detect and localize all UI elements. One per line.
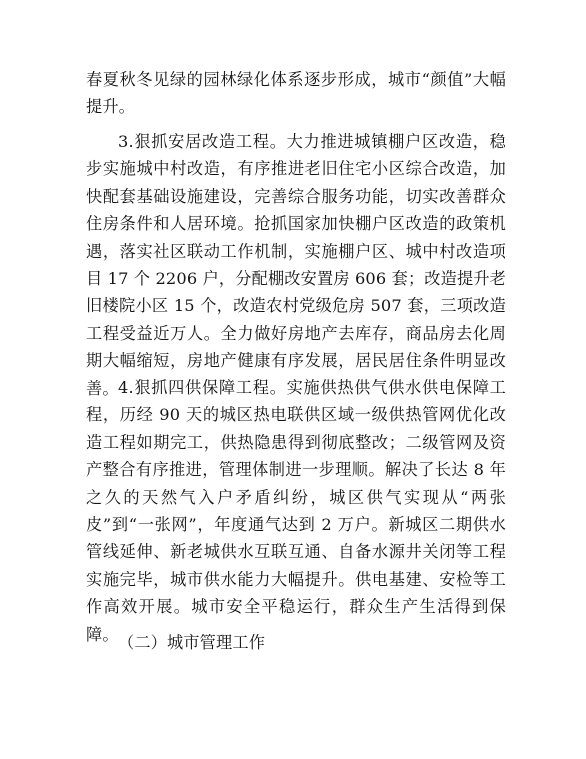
paragraph-greening-continuation: 春夏秋冬见绿的园林绿化体系逐步形成，城市“颜值”大幅提升。	[86, 70, 506, 117]
paragraph-four-supplies: 4.狠抓四供保障工程。实施供热供气供水供电保障工程，历经 90 天的城区热电联供区域一级供热管网优化改造工程如期完工，供热隐患得到彻底整改；二级管网及资产整合有序推进，管理体制进一步理顺。解决了长达 8 年之久的天然气入户矛盾纠纷，城区供气实现从“两张皮”到“一张网”，年度通气达到 2 万户。新城区二期供水管线延伸、新老城供水互联互通、自备水源井关闭等工程实施完毕，城市供水能力大幅提升。供电基建、安检等工作高效开展。城市安全平稳运行，群众生产生活得到保障。	[86, 378, 506, 644]
section-heading-city-management: （二）城市管理工作	[118, 633, 266, 652]
paragraph-housing-renovation: 3.狠抓安居改造工程。大力推进城镇棚户区改造，稳步实施城中村改造，有序推进老旧住宅小区综合改造，加快配套基础设施建设，完善综合服务功能，切实改善群众住房条件和人居环境。抢抓国家加快棚户区改造的政策机遇，落实社区联动工作机制，实施棚户区、城中村改造项目 17 个 2206 户，分配棚改安置房 606 套；改造提升老旧楼院小区 15 个，改造农村党级危房 507 套，三项改造工程受益近万人。全力做好房地产去库存，商品房去化周期大幅缩短，房地产健康有序发展，居民居住条件明显改善。	[86, 132, 506, 398]
